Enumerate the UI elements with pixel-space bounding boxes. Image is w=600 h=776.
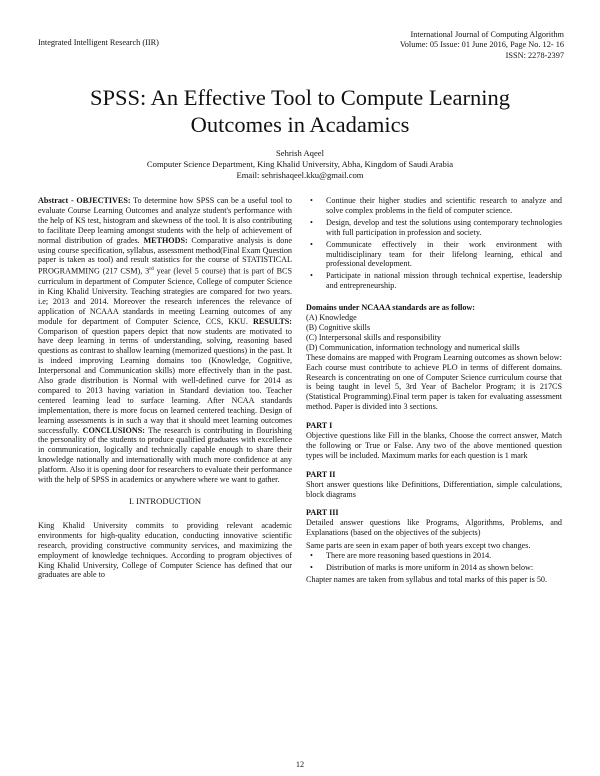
methods-superscript: rd: [149, 266, 154, 273]
bullet-icon: •: [310, 563, 313, 572]
author-block: [40, 148, 560, 181]
list-item-text: Design, develop and test the solutions using contemporary technologies with full participation in profession and society.: [326, 217, 562, 237]
domain-item: (D) Communication, information technology and numerical skills: [306, 342, 520, 352]
list-item: [306, 551, 562, 561]
list-item-text: Communicate effectively in their work environment with multidisciplinary team for their lifelong learning, ethical and professional development.: [326, 239, 562, 269]
part-2-heading: PART II: [306, 469, 336, 479]
list-item: [306, 196, 562, 216]
methods-text-a: Comparative analysis is done using course specification, syllabus, assessment method(Final Exam Question paper is taken as tool) and result statistics for the course of STATISTICAL PROGRAMMING (217 CSM), 3: [38, 235, 292, 277]
domains-heading: Domains under NCAAA standards are as follow:: [306, 303, 475, 313]
chapter-paragraph: Chapter names are taken from syllabus and total marks of this paper is 50.: [306, 574, 547, 584]
list-item: [306, 240, 562, 270]
page-number: 12: [295, 760, 305, 769]
plo-paragraph: Each course must contribute to achieve PLO in terms of different domains. Research is concentrating on one of Computer Science curriculum course that is being taught in level 5, 3rd Year of Bachelor Program; it is 217CS (Statistical Programming).Final term paper is taken for evaluating assessment method. Paper is divided into 3 sections.: [306, 362, 562, 412]
changes-paragraph: Same parts are seen in exam paper of both years except two changes.: [306, 541, 531, 551]
introduction-paragraph: King Khalid University commits to providing relevant academic environments for high-quality education, conducting innovative scientific research, providing constructive community services, and maximizing the employment of knowledge techniques. According to program objectives of King Khalid University, College of Computer Science has defined that our graduates are able to: [38, 520, 292, 580]
domain-item: (B) Cognitive skills: [306, 322, 371, 332]
author-name: Sehrish Aqeel: [276, 148, 324, 158]
author-email: Email: sehrishaqeel.kku@gmail.com: [236, 170, 364, 180]
paper-title-line-1: SPSS: An Effective Tool to Compute Learning: [89, 85, 511, 110]
list-item-text: There are more reasoning based questions in 2014.: [326, 551, 492, 561]
header-journal-name: International Journal of Computing Algorithm: [410, 30, 564, 39]
part-2-text: Short answer questions like Definitions, Differentiation, simple calculations, block diagrams: [306, 479, 562, 499]
list-item: [306, 218, 562, 238]
part-3-heading: PART III: [306, 508, 339, 518]
list-item-text: Continue their higher studies and scientific research to analyze and solve complex problems in the field of computer science.: [326, 196, 562, 215]
part-1-text: Objective questions like Fill in the blanks, Choose the correct answer, Match the following or True or False. Any two of the above mentioned question types will be included. Maximum marks for each question is 1 mark: [306, 431, 562, 460]
list-item: [306, 271, 562, 291]
objectives-text: To determine how SPSS can be a useful tool to evaluate Course Learning Outcomes and analyze student's performance with the help of KS test, histogram and skewness of the tool. It is also contributing to facilitate Deep learning amongst students with the help of achievement of normal distribution of grades.: [38, 196, 292, 245]
header-issn: ISSN: 2278-2397: [505, 50, 564, 60]
results-label: RESULTS:: [253, 316, 292, 326]
domain-item: (C) Interpersonal skills and responsibility: [306, 332, 441, 342]
author-affiliation: Computer Science Department, King Khalid University, Abha, Kingdom of Saudi Arabia: [146, 159, 454, 169]
abstract-paragraph: [38, 196, 292, 485]
conclusions-text: The research is contributing in flourishing the personality of the students to produce qualified graduates with excellence in communication, logically and technically capable enough to share their knowledge nationally and internationally with much more confidence at any platform. Also it is opening door for researchers to evaluate their performance with the help of SPSS in academics or anywhere where we want to gather.: [38, 425, 292, 485]
bullet-icon: •: [310, 239, 313, 249]
changes-list: [306, 551, 562, 573]
bullet-icon: •: [310, 217, 313, 227]
header-volume: Volume: 05 Issue: 01 June 2016, Page No. 12- 16: [399, 40, 564, 50]
objectives-list: [306, 196, 562, 291]
left-column: [38, 196, 292, 580]
bullet-icon: •: [310, 271, 313, 281]
methods-text-b: year (level 5 course) that is part of BCS curriculum in department of Computer Science, College of computer Science in King Khalid University. Teaching strategies are compared for two years. i.e; 2013 and 2014. Moreover the research inferences the relevance of application of NCAAA standards in meeting Learning outcomes of any module for department of Computer Science, CCS, KKU.: [38, 267, 292, 326]
objectives-label: OBJECTIVES:: [76, 196, 131, 205]
part-1-heading: PART I: [306, 421, 333, 431]
mapping-paragraph: These domains are mapped with Program Learning outcomes as shown below:: [306, 352, 562, 362]
paper-title-line-2: Outcomes in Acadamics: [190, 112, 410, 137]
header-journal-info: [400, 30, 564, 61]
list-item-text: Participate in national mission through technical expertise, leadership and entrepreneurship.: [326, 271, 562, 291]
bullet-icon: •: [310, 551, 313, 561]
introduction-heading: I. INTRODUCTION: [128, 496, 202, 506]
header-publisher: Integrated Intelligent Research (IIR): [38, 38, 159, 47]
right-column: [306, 196, 562, 585]
bullet-icon: •: [310, 196, 313, 205]
results-text: Comparison of question papers depict that now students are motivated to have deep learning in terms of understanding, solving, reasoning based questions as contrast to shallow learning (memorized questions) in the past. It is indeed improving Learning domains too (Knowledge, Cognitive, Interpersonal and Communication skills) more effectively than in the past. Also grade distribution is Normal with well-defined curve for 2014 as compared to 2013 having variation in Standard deviation too. Teacher centered learning lead to surface learning. After NCAA standards implementation, there is more focus on learned centered teaching. Design of learning assessments is in such a way that it should meet learning outcomes successfully.: [38, 326, 292, 435]
part-3-text: Detailed answer questions like Programs, Algorithms, Problems, and Explanations (based on the objectives of the subjects): [306, 518, 562, 538]
paper-title: [40, 84, 560, 138]
domain-item: (A) Knowledge: [306, 313, 357, 323]
list-item: [306, 563, 562, 573]
methods-label: METHODS:: [143, 235, 188, 245]
abstract-label: Abstract -: [38, 196, 77, 205]
list-item-text: Distribution of marks is more uniform in 2014 as shown below:: [326, 563, 534, 572]
conclusions-label: CONCLUSIONS:: [82, 425, 145, 435]
